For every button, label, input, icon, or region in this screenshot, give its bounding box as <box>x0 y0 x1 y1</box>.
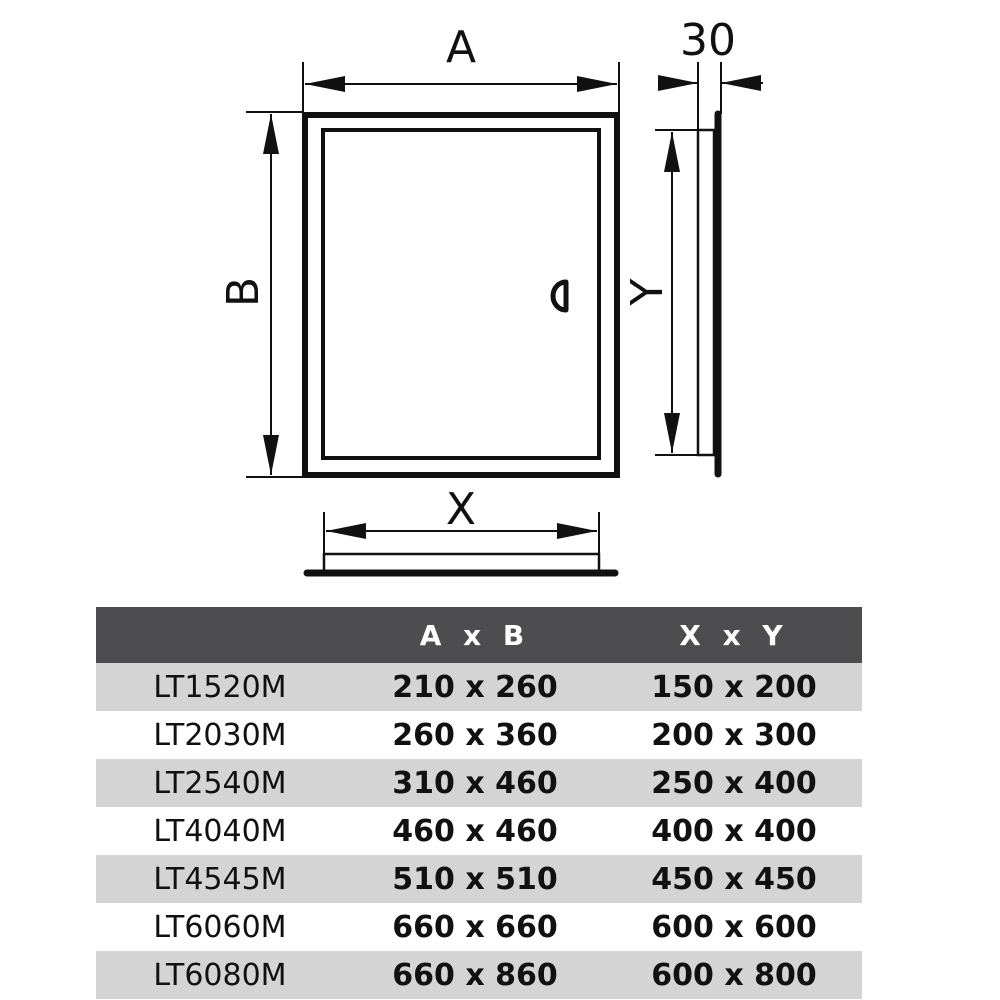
xy-cell: 450 x 450 <box>606 855 862 903</box>
header-model <box>96 607 344 663</box>
ab-cell: 260 x 360 <box>392 717 558 753</box>
header-x-x-y: X x Y <box>606 607 862 663</box>
xy-cell: 250 x 400 <box>606 759 862 807</box>
front-view <box>305 115 617 475</box>
outer-frame <box>305 115 617 475</box>
xy-cell: 400 x 400 <box>651 813 817 849</box>
table-row <box>96 807 862 855</box>
dimension-label-y: Y <box>622 278 673 306</box>
model-cell: LT1520M <box>96 663 344 711</box>
dimension-label-x: X <box>445 484 477 535</box>
model-cell: LT2030M <box>153 717 287 753</box>
table-row <box>96 903 862 951</box>
side-body <box>698 130 714 455</box>
xy-cell: 600 x 600 <box>651 909 817 945</box>
side-view <box>698 114 718 474</box>
dimension-label-b: B <box>218 276 269 308</box>
table-row <box>96 855 862 903</box>
model-cell: LT4040M <box>153 813 287 849</box>
dimension-x <box>324 484 599 554</box>
dimension-label-depth: 30 <box>680 15 736 66</box>
ab-cell: 660 x 660 <box>392 909 558 945</box>
dimension-depth <box>660 15 763 130</box>
inner-door <box>323 130 599 458</box>
ab-cell: 660 x 860 <box>344 951 606 999</box>
table-row <box>96 711 862 759</box>
xy-cell: 200 x 300 <box>651 717 817 753</box>
ab-cell: 460 x 460 <box>392 813 558 849</box>
bottom-view <box>307 554 615 573</box>
bottom-body <box>324 554 599 571</box>
table-header-row <box>96 607 862 663</box>
dimension-label-a: A <box>445 22 477 73</box>
dimension-a <box>303 22 619 112</box>
xy-cell: 600 x 800 <box>606 951 862 999</box>
header-a-x-b: A x B <box>344 607 606 663</box>
ab-cell: 310 x 460 <box>344 759 606 807</box>
model-cell: LT6080M <box>96 951 344 999</box>
table-row <box>96 759 862 807</box>
xy-cell: 150 x 200 <box>606 663 862 711</box>
model-cell: LT2540M <box>96 759 344 807</box>
model-cell: LT4545M <box>96 855 344 903</box>
dimension-b <box>218 112 303 477</box>
ab-cell: 510 x 510 <box>344 855 606 903</box>
dimension-y <box>622 130 698 455</box>
ab-cell: 210 x 260 <box>344 663 606 711</box>
door-handle-icon <box>553 282 566 310</box>
model-cell: LT6060M <box>153 909 287 945</box>
size-spec-table <box>96 607 862 999</box>
table-row <box>96 951 862 999</box>
table-row <box>96 663 862 711</box>
